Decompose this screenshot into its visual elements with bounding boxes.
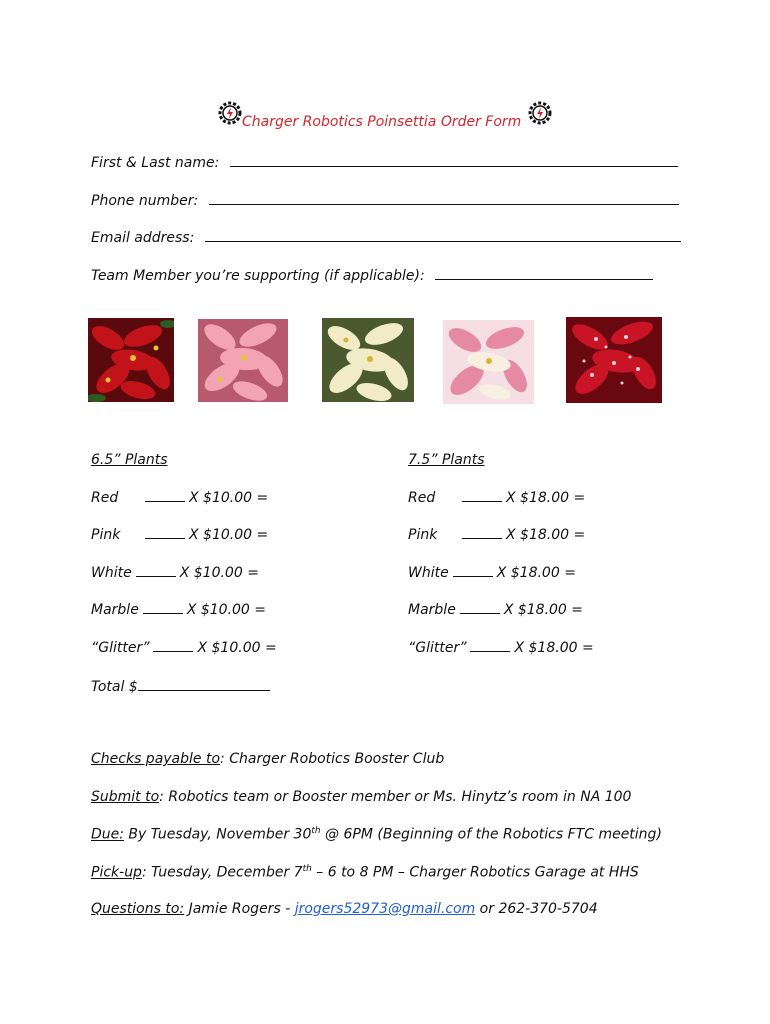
- phone-suffix: or 262-370-5704: [475, 901, 598, 917]
- row-price: X $10.00 =: [189, 527, 269, 543]
- team-member-field[interactable]: [91, 265, 653, 284]
- row-label: “Glitter”: [408, 640, 467, 656]
- title-row: [0, 98, 770, 132]
- checks-value: : Charger Robotics Booster Club: [220, 751, 445, 767]
- due-superscript: th: [311, 826, 321, 836]
- email-label: Email address:: [91, 230, 195, 246]
- submit-value: : Robotics team or Booster member or Ms. Hinytz’s room in NA 100: [159, 789, 632, 805]
- row-price: X $18.00 =: [496, 565, 576, 581]
- submit-to-line: [91, 789, 631, 805]
- row-price: X $18.00 =: [503, 602, 584, 618]
- white-poinsettia-photo: [322, 318, 414, 402]
- phone-input-line[interactable]: [209, 190, 679, 205]
- row-label: Pink: [408, 527, 438, 543]
- large-row-red[interactable]: [408, 489, 585, 506]
- row-label: Red: [91, 490, 119, 506]
- row-label: Red: [408, 490, 436, 506]
- email-field[interactable]: [91, 227, 681, 246]
- qty-blank[interactable]: [453, 564, 493, 577]
- row-price: X $18.00 =: [514, 640, 594, 656]
- pickup-label: Pick-up: [91, 864, 142, 881]
- small-row-pink[interactable]: [91, 526, 268, 543]
- total-field[interactable]: [91, 676, 270, 695]
- row-price: X $18.00 =: [506, 527, 586, 543]
- large-row-white[interactable]: [408, 564, 576, 581]
- qty-blank[interactable]: [145, 526, 185, 539]
- row-price: X $10.00 =: [197, 640, 277, 656]
- team-member-input-line[interactable]: [435, 265, 653, 280]
- email-input-line[interactable]: [205, 227, 681, 242]
- qty-blank[interactable]: [145, 489, 185, 502]
- row-label: “Glitter”: [91, 640, 150, 656]
- small-plants-heading: 6.5” Plants: [91, 452, 168, 468]
- questions-line: [91, 901, 598, 917]
- row-label: Marble: [408, 602, 456, 618]
- pickup-superscript: th: [302, 864, 312, 874]
- large-row-marble[interactable]: [408, 601, 583, 618]
- pink-poinsettia-photo: [198, 319, 288, 402]
- pickup-value-a: : Tuesday, December 7: [141, 864, 303, 881]
- pickup-line: [91, 864, 639, 881]
- form-title: Charger Robotics Poinsettia Order Form: [242, 114, 522, 130]
- name-label: First & Last name:: [91, 155, 220, 171]
- qty-blank[interactable]: [462, 489, 502, 502]
- name-field[interactable]: [91, 152, 678, 171]
- row-price: X $18.00 =: [506, 490, 586, 506]
- questions-label: Questions to:: [91, 901, 185, 917]
- glitter-poinsettia-photo: [566, 317, 662, 403]
- due-value-b: @ 6PM (Beginning of the Robotics FTC meeting): [320, 826, 662, 843]
- large-plants-heading: 7.5” Plants: [408, 452, 485, 468]
- row-label: Marble: [91, 602, 139, 618]
- row-price: X $10.00 =: [186, 602, 267, 618]
- small-row-red[interactable]: [91, 489, 268, 506]
- total-input-line[interactable]: [138, 676, 270, 691]
- checks-payable-line: [91, 751, 444, 767]
- total-label: Total $: [91, 679, 138, 695]
- row-label: White: [408, 565, 449, 581]
- large-row-pink[interactable]: [408, 526, 585, 543]
- red-poinsettia-photo: [88, 318, 174, 402]
- qty-blank[interactable]: [143, 601, 183, 614]
- due-line: [91, 826, 662, 843]
- questions-value: Jamie Rogers -: [184, 901, 295, 917]
- qty-blank[interactable]: [460, 601, 500, 614]
- due-value-a: By Tuesday, November 30: [123, 826, 312, 843]
- team-member-label: Team Member you’re supporting (if applicable):: [91, 268, 425, 284]
- row-label: Pink: [91, 527, 121, 543]
- qty-blank[interactable]: [136, 564, 176, 577]
- large-row-glitter[interactable]: [408, 639, 594, 656]
- robotics-gear-logo-right-icon: [528, 98, 552, 128]
- due-label: Due:: [91, 826, 124, 843]
- small-row-glitter[interactable]: [91, 639, 277, 656]
- phone-label: Phone number:: [91, 193, 199, 209]
- submit-label: Submit to: [91, 789, 160, 805]
- qty-blank[interactable]: [462, 526, 502, 539]
- pickup-value-b: – 6 to 8 PM – Charger Robotics Garage at HHS: [311, 864, 639, 881]
- marble-poinsettia-photo: [443, 320, 534, 404]
- qty-blank[interactable]: [470, 639, 510, 652]
- name-input-line[interactable]: [230, 152, 678, 167]
- robotics-gear-logo-left-icon: [218, 98, 242, 128]
- small-row-white[interactable]: [91, 564, 259, 581]
- phone-field[interactable]: [91, 190, 679, 209]
- small-row-marble[interactable]: [91, 601, 266, 618]
- contact-email-link[interactable]: jrogers52973@gmail.com: [294, 901, 476, 917]
- checks-label: Checks payable to: [91, 751, 221, 767]
- row-price: X $10.00 =: [189, 490, 269, 506]
- qty-blank[interactable]: [153, 639, 193, 652]
- row-price: X $10.00 =: [179, 565, 259, 581]
- row-label: White: [91, 565, 132, 581]
